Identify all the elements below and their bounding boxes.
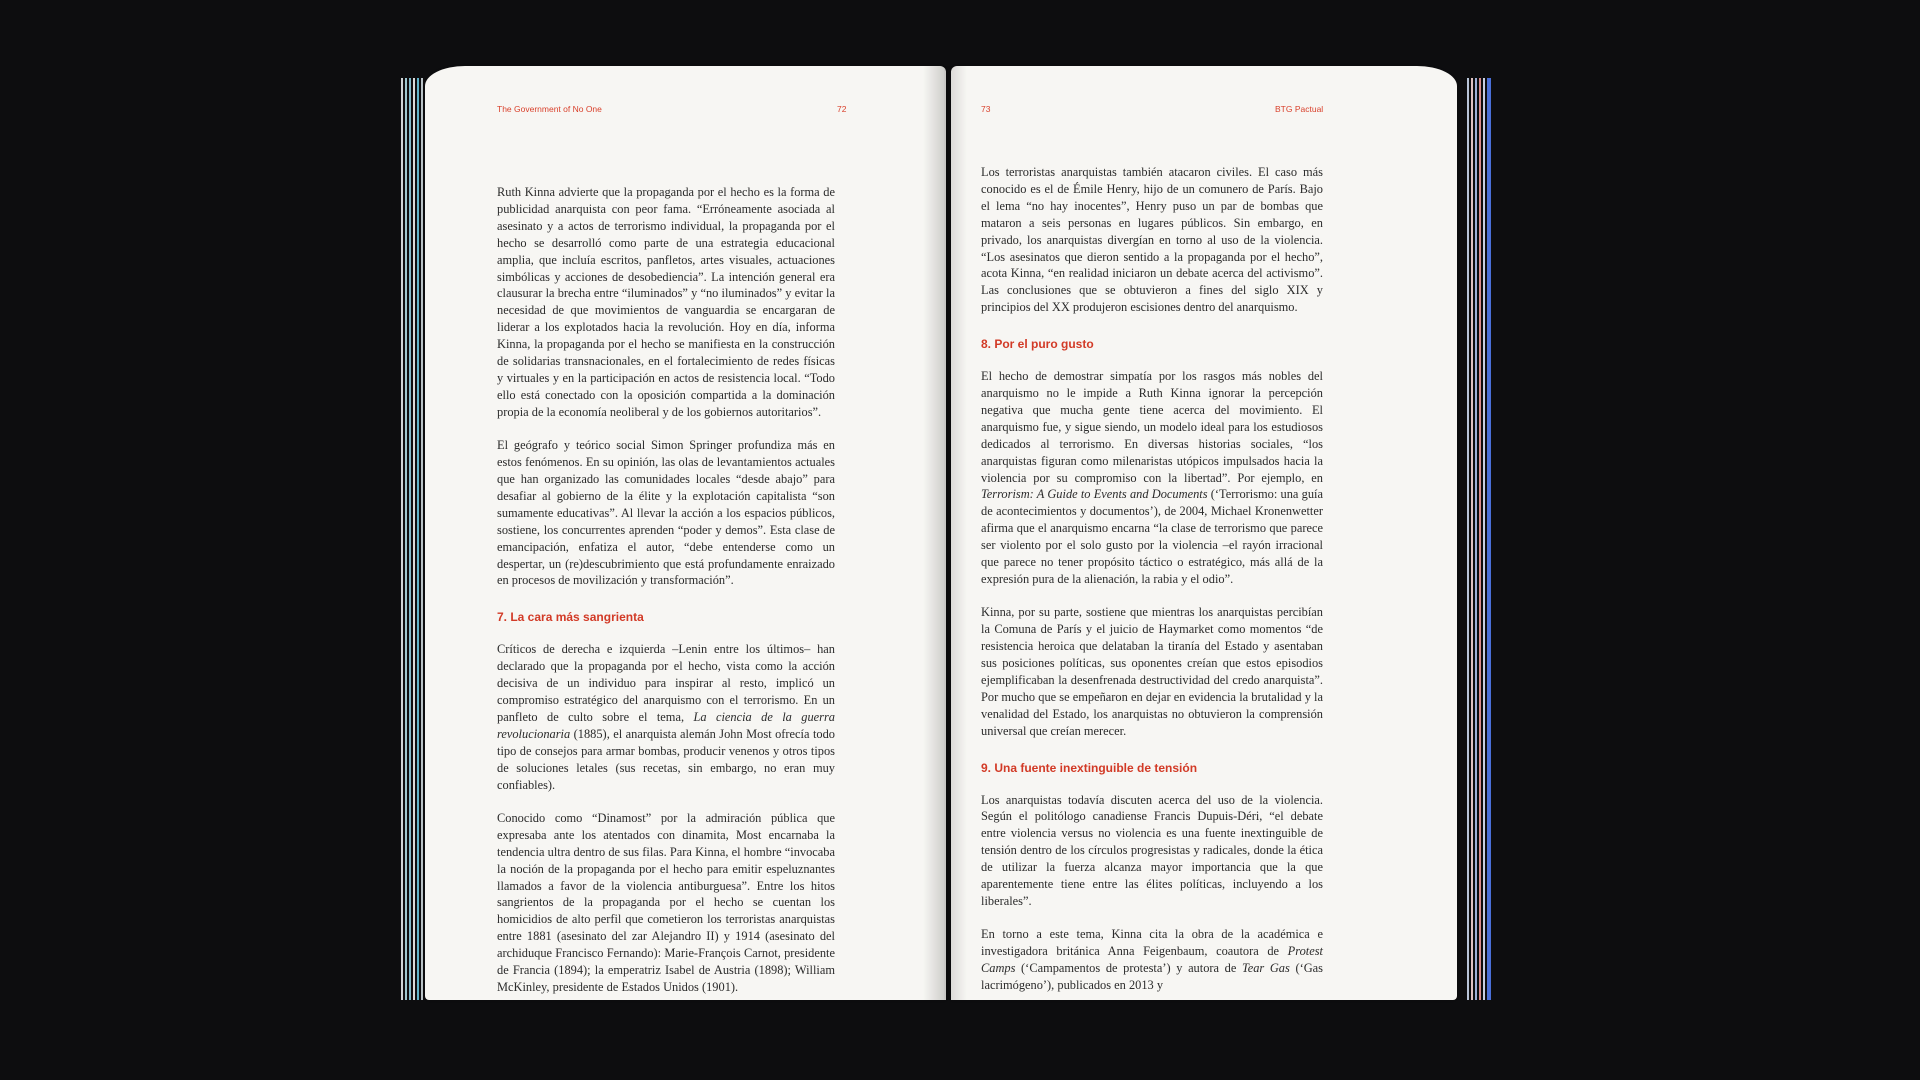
section-heading: 9. Una fuente inextinguible de tensión — [981, 760, 1198, 775]
paragraph: Kinna, por su parte, sostiene que mientras los anarquistas percibían la Comuna de París y el juicio de Haymarket como momentos “de resistencia heroica que delataban la tiranía del Estado y asentaban sus posiciones políticas, sus oponentes creían que estos episodios ejemplificaban la desenfrenada destructividad del credo anarquista”. Por mucho que se empeñaron en dejar en evidencia la brutalidad y la venalidad del Estado, los anarquistas no obtuvieron la comprensión universal que creían merecer. — [981, 605, 1323, 738]
right-running-title: BTG Pactual — [1275, 104, 1324, 114]
left-page — [425, 66, 946, 1000]
text-run: Críticos de derecha e izquierda –Lenin entre los últimos– han declarado que la propaganda por el hecho, vista como la acción decisiva de un individuo para inspirar al resto, implicó un compromiso estratégico del anarquismo con el terrorismo. En un panfleto de culto sobre el tema, — [497, 642, 835, 724]
text-run: (1885), el anarquista alemán John Most ofrecía todo tipo de consejos para armar bombas, producir venenos y otros tipos de soluciones letales (sus recetas, sin embargo, no eran muy confiables). — [497, 726, 835, 792]
paragraph — [981, 926, 1323, 994]
text-run: (‘Gas lacrimógeno’), publicados en 2013 y — [981, 961, 1323, 993]
open-book — [395, 62, 1497, 1002]
paragraph: El geógrafo y teórico social Simon Springer profundiza más en estos fenómenos. En su opinión, las olas de levantamientos actuales que han organizado las comunidades locales “desde abajo” para desafiar al gobierno de la élite y la explotación capitalista “son sumamente educativas”. Al llevar la acción a los espacios públicos, sostiene, los concurrentes aprenden “poder y demos”. Esta clase de emancipación, enfatiza el autor, “debe entenderse como un despertar, un (re)descubrimiento que está profundamente enraizado en procesos de movilización y transformación”. — [497, 438, 835, 588]
text-run: El hecho de demostrar simpatía por los rasgos más nobles del anarquismo no le impide a Ruth Kinna ignorar la percepción negativa que mucha gente tiene acerca del movimiento. El anarquismo fue, y sigue siendo, un modelo ideal para los estudiosos dedicados al terrorismo. En diversas historias sociales, “los anarquistas figuran como milenaristas utópicos impulsados hacia la violencia por su compromiso con la libertad”. Por ejemplo, en — [981, 369, 1323, 485]
section-heading: 8. Por el puro gusto — [981, 337, 1094, 352]
italic-title: Tear Gas — [1241, 961, 1290, 976]
paragraph: Los terroristas anarquistas también atacaron civiles. El caso más conocido es el de Émile Henry, hijo de un comunero de París. Bajo el lema “no hay inocentes”, Henry puso un par de bombas que mataron a seis personas en lugares públicos. Sin embargo, en privado, los anarquistas divergían en torno al uso de la violencia. “Los asesinatos que dieron sentido a la propaganda por el hecho”, acota Kinna, “en realidad iniciaron un debate acerca del activismo”. Las conclusiones que se obtuvieron a fines del siglo XIX y principios del XX produjeron escisiones dentro del anarquismo. — [981, 165, 1323, 315]
left-page-body — [497, 184, 835, 1012]
italic-title: Protest Camps — [981, 944, 1323, 976]
paragraph: Los anarquistas todavía discuten acerca del uso de la violencia. Según el politólogo canadiense Francis Dupuis-Déri, “el debate entre violencia versus no violencia es una fuente inextinguible de tensión dentro de los círculos progresistas y radicales, donde la ética de utilizar la fuerza alcanza mayor importancia que la que aparentemente tiene entre las élites políticas, incluyendo a los liberales”. — [981, 792, 1323, 908]
right-page — [951, 66, 1457, 1000]
section-heading: 7. La cara más sangrienta — [497, 610, 644, 625]
right-page-edges — [1457, 78, 1497, 1000]
paragraph: Ruth Kinna advierte que la propaganda por el hecho es la forma de publicidad anarquista con peor fama. “Erróneamente asociada al asesinato y a actos de terrorismo individual, la propaganda por el hecho se desarrolló como parte de una estrategia educacional amplia, que incluía escritos, panfletos, artes visuales, actuaciones simbólicas y acciones de desobediencia”. La intención general era clausurar la brecha entre “iluminados” y “no iluminados” y evitar la necesidad de que movimientos de vanguardia se encargaran de liderar a los explotados hacia la revolución. Hoy en día, informa Kinna, la propaganda por el hecho se manifiesta en la construcción de solidarias transnacionales, en el fortalecimiento de redes físicas y virtuales y en la participación en actos de resistencia local. “Todo ello está conectado con la oposición compartida a la dominación propia de la economía neoliberal y de los gobiernos autoritarios”. — [497, 185, 835, 419]
text-run: (‘Campamentos de protesta’) y autora de — [1015, 961, 1242, 976]
italic-title: La ciencia de la guerra revolucionaria — [497, 709, 835, 741]
left-running-title: The Government of No One — [497, 104, 602, 114]
text-run: (‘Terrorismo: una guía de acontecimientos y documentos’), de 2004, Michael Kronenwetter afirma que el anarquismo encarna “la clase de terrorismo que parece ser violento por el solo gusto por la violencia –el rayón irracional que parece no tener propósito táctico o estratégico, más allá de la expresión pura de la alienación, la rabia y el odio”. — [981, 487, 1323, 586]
left-page-number: 72 — [837, 104, 847, 114]
text-run: En torno a este tema, Kinna cita la obra de la académica e investigadora británica Anna Feigenbaum, coautora de — [981, 927, 1323, 959]
paragraph: Conocido como “Dinamost” por la admiración pública que expresaba ante los atentados con dinamita, Most encarnaba la tendencia ultra dentro de sus filas. Para Kinna, el hombre “invocaba la noción de la propaganda por el hecho para emitir espeluznantes llamados a favor de la violencia antiburguesa”. Entre los hitos sangrientos de la propaganda por el hecho se cuentan los homicidios de alto perfil que cometieron los terroristas anarquistas entre 1881 (asesinato del zar Alejandro II) y 1914 (asesinato del archiduque Francisco Fernando): Marie-François Carnot, presidente de Francia (1894); la emperatriz Isabel de Austria (1898); William McKinley, presidente de Estados Unidos (1901). — [497, 810, 835, 994]
right-page-body — [981, 164, 1323, 1010]
right-page-number: 73 — [981, 104, 991, 114]
paragraph — [981, 368, 1323, 588]
italic-title: Terrorism: A Guide to Events and Documents — [981, 487, 1208, 502]
paragraph — [497, 641, 835, 793]
